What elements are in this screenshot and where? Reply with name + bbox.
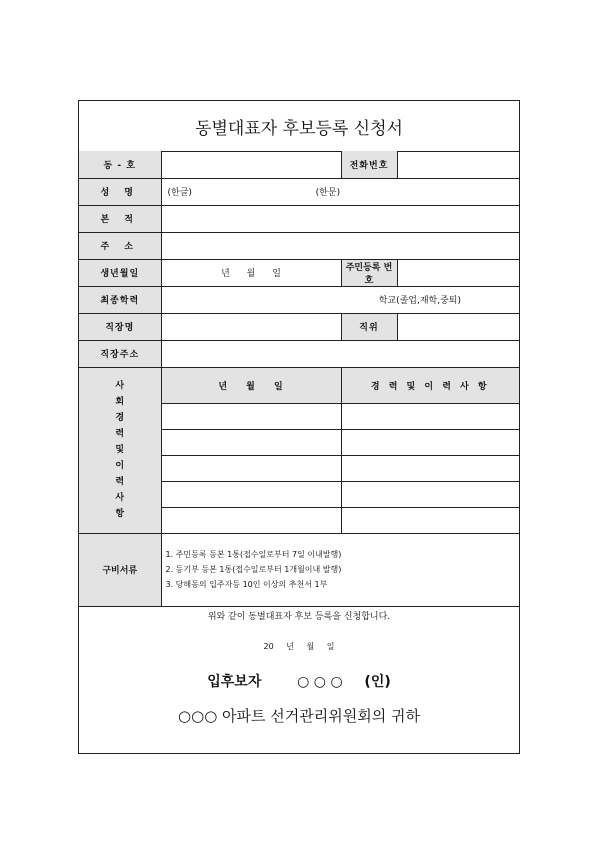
date-line: 20 년 월 일 [263,642,335,651]
address-label: 주 소 [79,232,161,259]
document-item: 3. 당해동의 입주자등 10인 이상의 추천서 1부 [165,580,328,589]
phone-field[interactable] [397,151,519,178]
work-address-field[interactable] [161,340,519,367]
resident-no-label: 주민등록 번호 [341,259,397,286]
workplace-label: 직장명 [79,313,161,340]
recipient-line: ○○○ 아파트 선거관리위원회의 귀하 [178,707,420,725]
form-table [79,151,519,607]
education-label: 최종학력 [79,286,161,313]
domicile-label: 본 적 [79,205,161,232]
career-date-cell[interactable] [161,481,341,507]
career-date-header: 년 월 일 [161,367,341,403]
career-label: 사 회 경 력 및 이 력 사 항 [79,367,161,533]
career-detail-cell[interactable] [341,429,519,455]
phone-label: 전화번호 [341,151,397,178]
applicant-label: 입후보자 [207,674,262,690]
career-detail-cell[interactable] [341,455,519,481]
career-detail-header: 경 력 및 이 력 사 항 [341,367,519,403]
career-date-cell[interactable] [161,507,341,533]
seal-mark: (인) [364,674,391,690]
career-date-cell[interactable] [161,429,341,455]
position-field[interactable] [397,313,519,340]
birth-label: 생년월일 [79,259,161,286]
name-field[interactable] [161,178,519,205]
document-item: 1. 주민등록 등본 1통(접수일로부터 7일 이내발행) [165,550,342,559]
career-detail-cell[interactable] [341,403,519,429]
career-detail-cell[interactable] [341,481,519,507]
application-form [78,100,520,754]
position-label: 직위 [341,313,397,340]
work-address-label: 직장주소 [79,340,161,367]
applicant-line [79,671,519,691]
domicile-field[interactable] [161,205,519,232]
resident-no-field[interactable] [397,259,519,286]
education-field[interactable]: 학교(졸업,재학,중퇴) [161,286,519,313]
name-hanja-label: (한문) [315,188,341,198]
document-item: 2. 등기부 등본 1통(접수일로부터 1개월이내 발행) [165,565,342,574]
address-field[interactable] [161,232,519,259]
statement-text: 위와 같이 동별대표자 후보 등록을 신청합니다. [207,612,391,622]
career-date-cell[interactable] [161,403,341,429]
applicant-name: ○ ○ ○ [297,674,343,690]
name-label: 성 명 [79,178,161,205]
dongho-field[interactable] [161,151,341,178]
dongho-label: 동 - 호 [79,151,161,178]
form-title: 동별대표자 후보등록 신청서 [79,101,519,152]
birth-field[interactable]: 년 월 일 [161,259,341,286]
career-date-cell[interactable] [161,455,341,481]
form-footer [79,595,519,753]
name-korean-label: (한글) [167,188,192,198]
workplace-field[interactable] [161,313,341,340]
documents-label: 구비서류 [79,533,161,606]
career-detail-cell[interactable] [341,507,519,533]
